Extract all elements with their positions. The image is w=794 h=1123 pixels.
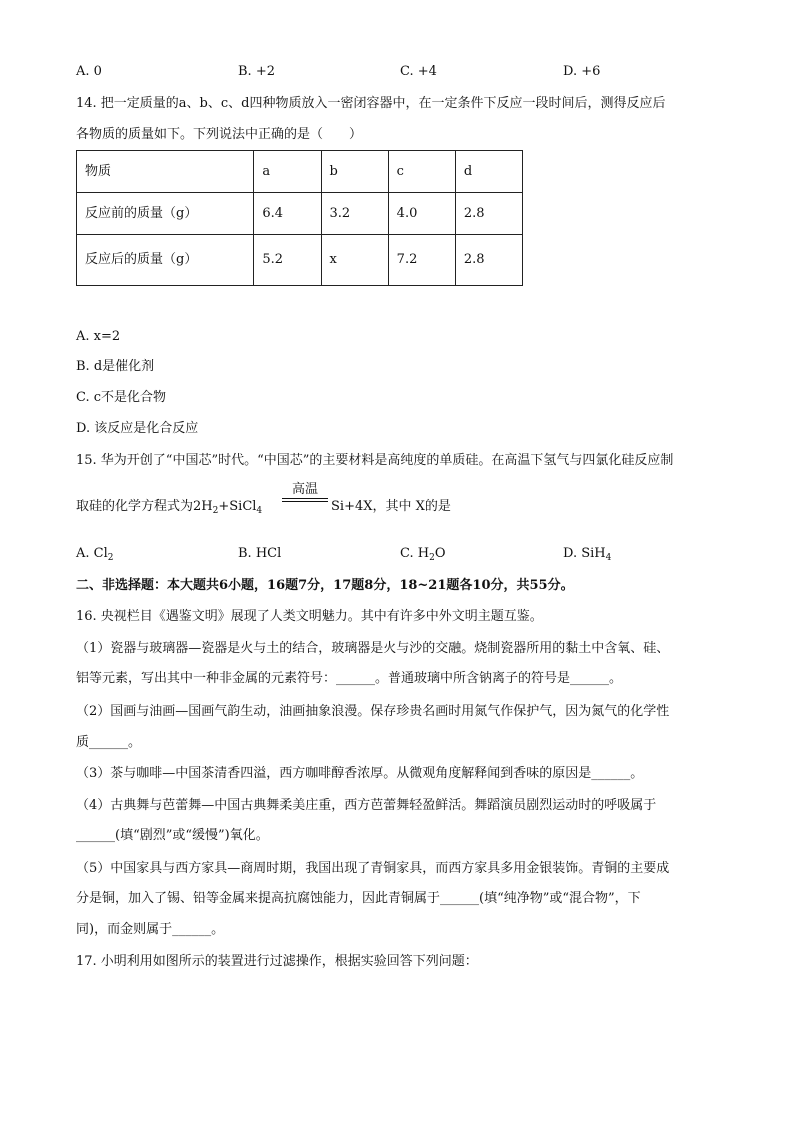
- q16-part5-line1: （5）中国家具与西方家具—商周时期，我国出现了青铜家具，而西方家具多用金银装饰。青铜的主要成: [76, 861, 670, 876]
- q14-option-b: B. d是催化剂: [76, 359, 155, 374]
- table-cell: 反应前的质量（g）: [77, 193, 254, 235]
- q15-option-d: [563, 545, 611, 563]
- q16-part3: （3）茶与咖啡—中国茶清香四溢，西方咖啡醇香浓厚。从微观角度解释闻到香味的原因是______。: [76, 766, 644, 781]
- q16-intro: 16. 央视栏目《遇鉴文明》展现了人类文明魅力。其中有许多中外文明主题互鉴。: [76, 609, 543, 624]
- q14-stem-line1: 14. 把一定质量的a、b、c、d四种物质放入一密闭容器中，在一定条件下反应一段时间后，测得反应后: [76, 96, 666, 111]
- q13-option-c: C. +4: [400, 64, 437, 79]
- table-cell: 3.2: [321, 193, 388, 235]
- q16-part4-line1: （4）古典舞与芭蕾舞—中国古典舞柔美庄重，西方芭蕾舞轻盈鲜活。舞蹈演员剧烈运动时的呼吸属于: [76, 798, 657, 813]
- table-cell: a: [254, 151, 321, 193]
- q15-option-c-text: C. H: [400, 546, 430, 561]
- reaction-condition: [282, 483, 328, 502]
- q13-option-b: B. +2: [238, 64, 275, 79]
- q15-option-a: [76, 545, 114, 563]
- table-cell: 2.8: [455, 235, 522, 286]
- table-cell: 反应后的质量（g）: [77, 235, 254, 286]
- table-row: [77, 235, 523, 286]
- subscript: 2: [429, 553, 435, 563]
- q15-option-d-text: D. SiH: [563, 546, 606, 561]
- table-cell: 5.2: [254, 235, 321, 286]
- q16-part5-line2: 分是铜，加入了锡、铅等金属来提高抗腐蚀能力，因此青铜属于______(填“纯净物”或“混合物”，下: [76, 891, 641, 906]
- table-cell: 6.4: [254, 193, 321, 235]
- q16-part2-line2: 质______。: [76, 735, 142, 750]
- q16-part5-line3: 同)，而金则属于______。: [76, 922, 225, 937]
- q15-stem-line2: [76, 498, 262, 516]
- q16-part4-line2: ______(填“剧烈”或“缓慢”)氧化。: [76, 828, 269, 843]
- reaction-condition-label: 高温: [291, 482, 318, 497]
- table-cell: 物质: [77, 151, 254, 193]
- subscript: 2: [107, 553, 114, 563]
- q17-intro: 17. 小明利用如图所示的装置进行过滤操作，根据实验回答下列问题：: [76, 954, 478, 969]
- table-cell: c: [388, 151, 455, 193]
- equals-sign: [282, 498, 328, 502]
- table-cell: b: [321, 151, 388, 193]
- q16-part1-line1: （1）瓷器与玻璃器—瓷器是火与土的结合，玻璃器是火与沙的交融。烧制瓷器所用的黏土中含氧、硅、: [76, 641, 670, 656]
- q14-option-a: A. x=2: [76, 329, 121, 344]
- q14-stem-line2: 各物质的质量如下。下列说法中正确的是（ ）: [76, 127, 363, 142]
- mass-table: [76, 150, 523, 286]
- q15-stem-line1: 15. 华为开创了“中国芯”时代。“中国芯”的主要材料是高纯度的单质硅。在高温下氢气与四氯化硅反应制: [76, 453, 674, 468]
- q15-line2-prefix: 取硅的化学方程式为: [76, 499, 194, 514]
- q14-option-d: D. 该反应是化合反应: [76, 421, 199, 436]
- table-cell: 2.8: [455, 193, 522, 235]
- subscript: 4: [605, 553, 612, 563]
- q15-option-a-text: A. Cl: [76, 546, 108, 561]
- q15-option-b: B. HCl: [238, 546, 282, 561]
- table-cell: 7.2: [388, 235, 455, 286]
- q14-option-c: C. c不是化合物: [76, 390, 167, 405]
- table-cell: x: [321, 235, 388, 286]
- section2-heading: 二、非选择题：本大题共6小题，16题7分，17题8分，18~21题各10分，共55分。: [76, 578, 574, 593]
- table-header-row: [77, 151, 523, 193]
- q16-part2-line1: （2）国画与油画—国画气韵生动，油画抽象浪漫。保存珍贵名画时用氮气作保护气，因为氮气的化学性: [76, 704, 670, 719]
- q15-option-c: [400, 545, 446, 563]
- q13-option-a: A. 0: [76, 64, 102, 79]
- q13-option-d: D. +6: [563, 64, 601, 79]
- table-cell: 4.0: [388, 193, 455, 235]
- table-cell: d: [455, 151, 522, 193]
- equation-reactants: $2H_2+SiCl_4$: [193, 499, 263, 516]
- q15-option-c-tail: O: [434, 546, 446, 561]
- table-row: [77, 193, 523, 235]
- q15-line2-suffix: Si+4X，其中 X的是: [331, 499, 451, 514]
- q16-part1-line2: 铝等元素，写出其中一种非金属的元素符号：______。普通玻璃中所含钠离子的符号是______。: [76, 671, 623, 686]
